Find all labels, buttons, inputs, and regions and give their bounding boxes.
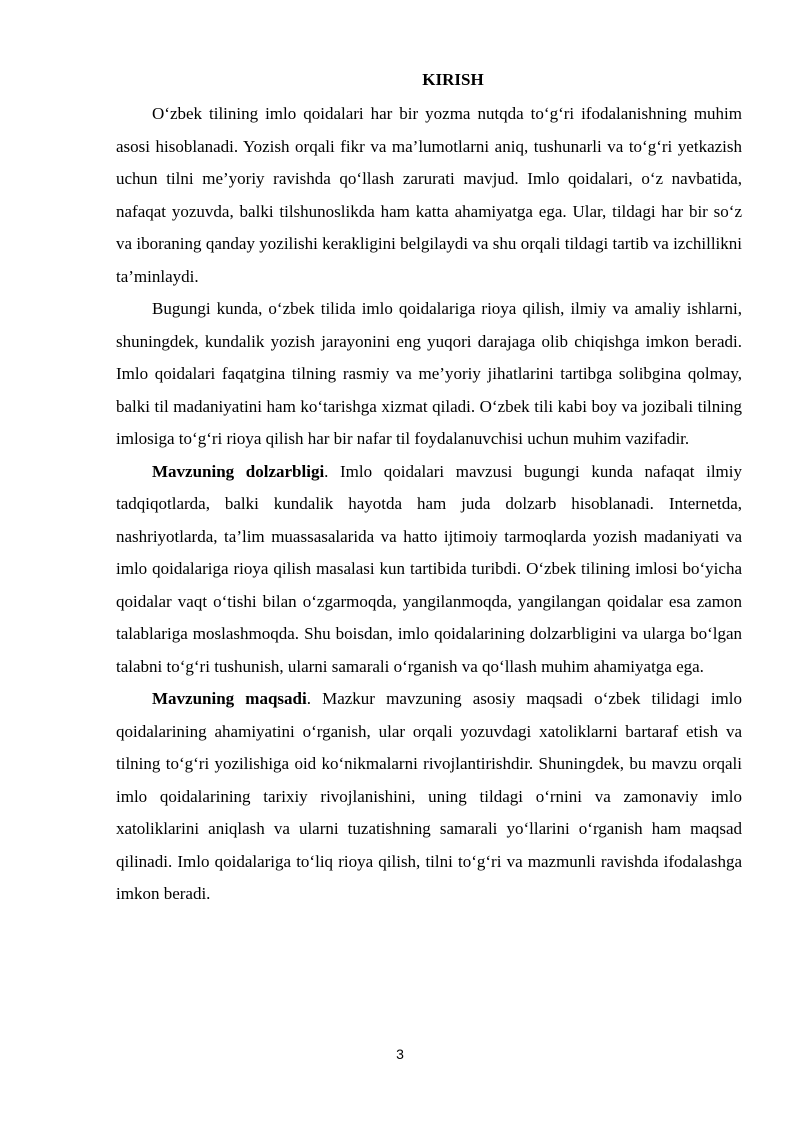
paragraph-text: O‘zbek tilining imlo qoidalari har bir yozma nutqda to‘g‘ri ifodalanishning muhim asosi hisoblanadi. Yozish orqali fikr va ma’lumotlarni aniq, tushunarli va to‘g‘ri yetkazish uchun tilni me’yoriy ravishda qo‘llash zarurati mavjud. Imlo qoidalari, o‘z navbatida, nafaqat yozuvda, balki tilshunoslikda ham katta ahamiyatga ega. Ular, tildagi har bir so‘z va iboraning qanday yozilishi kerakligini belgilaydi va shu orqali tildagi tartib va izchillikni ta’minlaydi. bbox=[116, 104, 742, 286]
paragraph-today bbox=[116, 293, 742, 456]
paragraph-text: Bugungi kunda, o‘zbek tilida imlo qoidalariga rioya qilish, ilmiy va amaliy ishlarni, shuningdek, kundalik yozish jarayonini eng yuqori darajaga olib chiqishga imkon beradi. Imlo qoidalari faqatgina tilning rasmiy va me’yoriy jihatlarini tartibga solibgina qolmay, balki til madaniyatini ham ko‘tarishga xizmat qiladi. O‘zbek tili kabi boy va jozibali tilning imlosiga to‘g‘ri rioya qilish har bir nafar til foydalanuvchisi uchun muhim vazifadir. bbox=[116, 299, 742, 448]
paragraph-text: . Imlo qoidalari mavzusi bugungi kunda nafaqat ilmiy tadqiqotlarda, balki kundalik hayotda ham juda dolzarb hisoblanadi. Internetda, nashriyotlarda, ta’lim muassasalarida va hatto ijtimoiy tarmoqlarda yozish madaniyati va imlo qoidalariga rioya qilish masalasi kun tartibida turibdi. O‘zbek tilining imlosi bo‘yicha qoidalar vaqt o‘tishi bilan o‘zgarmoqda, yangilanmoqda, yangilangan qoidalar esa zamon talablariga moslashmoqda. Shu boisdan, imlo qoidalarining dolzarbligini va ularga bo‘lgan talabni to‘g‘ri tushunish, ularni samarali o‘rganish va qo‘llash muhim ahamiyatga ega. bbox=[116, 461, 742, 676]
document-page bbox=[116, 70, 742, 911]
paragraph-goal bbox=[116, 683, 742, 911]
paragraph-lead: Mavzuning maqsadi bbox=[152, 689, 307, 708]
section-title: KIRISH bbox=[422, 70, 484, 89]
paragraph-intro bbox=[116, 98, 742, 293]
paragraph-lead: Mavzuning dolzarbligi bbox=[152, 461, 325, 481]
page-number: 3 bbox=[396, 1046, 404, 1062]
paragraph-relevance bbox=[116, 456, 742, 684]
paragraph-text: . Mazkur mavzuning asosiy maqsadi o‘zbek tilidagi imlo qoidalarining ahamiyatini o‘rganish, ular orqali yozuvdagi xatoliklarni bartaraf etish va tilning to‘g‘ri yozilishiga oid ko‘nikmalarni rivojlantirishdir. Shuningdek, bu mavzu orqali imlo qoidalarining tarixiy rivojlanishini, uning tildagi o‘rnini va zamonaviy imlo xatoliklarini aniqlash va ularni tuzatishning samarali yo‘llarini o‘rganish ham maqsad qilinadi. Imlo qoidalariga to‘liq rioya qilish, tilni to‘g‘ri va mazmunli ravishda ifodalashga imkon beradi. bbox=[116, 689, 742, 903]
